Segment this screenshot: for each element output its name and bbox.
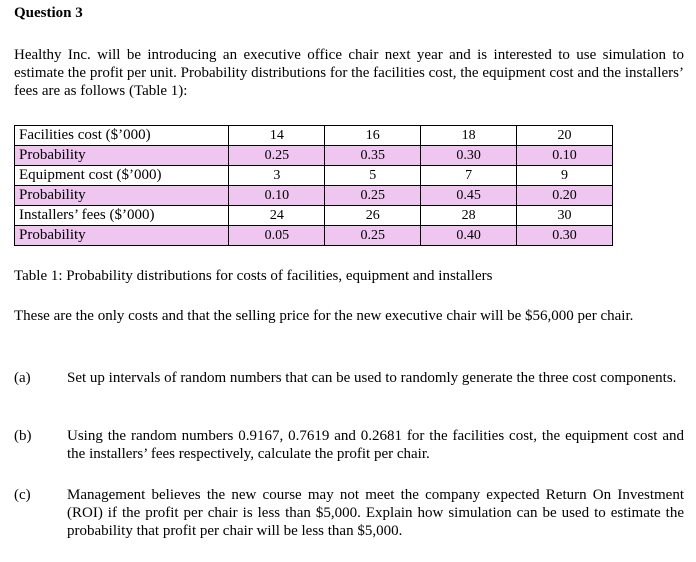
table-cell: 28	[421, 206, 517, 226]
table-cell: 0.25	[325, 186, 421, 206]
row-label: Facilities cost ($’000)	[15, 126, 229, 146]
table-cell: 0.45	[421, 186, 517, 206]
cost-row	[15, 206, 613, 226]
table-cell: 0.10	[517, 146, 613, 166]
table-cell: 9	[517, 166, 613, 186]
question-part-b	[14, 427, 684, 463]
question-part-c	[14, 486, 684, 540]
question-part-a	[14, 369, 684, 387]
cost-row	[15, 126, 613, 146]
table-cell: 0.25	[229, 146, 325, 166]
intro-paragraph: Healthy Inc. will be introducing an executive office chair next year and is interested to use simulation to estimate the profit per unit. Probability distributions for the facilities cost, the equipment cost and the installers’ fees are as follows (Table 1):	[14, 47, 684, 99]
probability-row	[15, 226, 613, 246]
table-caption: Table 1: Probability distributions for costs of facilities, equipment and installers	[14, 268, 493, 284]
part-c-letter: (c)	[14, 487, 31, 503]
table-cell: 0.10	[229, 186, 325, 206]
table-cell: 0.30	[421, 146, 517, 166]
table-cell: 0.05	[229, 226, 325, 246]
table-cell: 0.25	[325, 226, 421, 246]
table-cell: 5	[325, 166, 421, 186]
part-a-text: Set up intervals of random numbers that can be used to randomly generate the three cost components.	[67, 370, 677, 386]
table-cell: 26	[325, 206, 421, 226]
row-label: Probability	[15, 226, 229, 246]
table-cell: 16	[325, 126, 421, 146]
table-cell: 30	[517, 206, 613, 226]
table-cell: 3	[229, 166, 325, 186]
row-label: Probability	[15, 186, 229, 206]
row-label: Installers’ fees ($’000)	[15, 206, 229, 226]
question-heading: Question 3	[14, 5, 83, 21]
table-cell: 20	[517, 126, 613, 146]
part-a-letter: (a)	[14, 370, 31, 386]
table-cell: 0.20	[517, 186, 613, 206]
table-cell: 24	[229, 206, 325, 226]
part-b-text: Using the random numbers 0.9167, 0.7619 and 0.2681 for the facilities cost, the equipment cost and the installers’ fees respectively, calculate the profit per chair.	[67, 428, 684, 462]
table-cell: 7	[421, 166, 517, 186]
table-cell: 18	[421, 126, 517, 146]
part-b-letter: (b)	[14, 428, 32, 444]
table-cell: 0.35	[325, 146, 421, 166]
cost-row	[15, 166, 613, 186]
probability-row	[15, 146, 613, 166]
selling-price-note: These are the only costs and that the selling price for the new executive chair will be $56,000 per chair.	[14, 308, 634, 324]
probability-row	[15, 186, 613, 206]
probability-table	[14, 125, 613, 246]
table-cell: 0.40	[421, 226, 517, 246]
row-label: Probability	[15, 146, 229, 166]
table-cell: 0.30	[517, 226, 613, 246]
part-c-text: Management believes the new course may not meet the company expected Return On Investment (ROI) if the profit per chair is less than $5,000. Explain how simulation can be used to estimate the probability that profit per chair will be less than $5,000.	[67, 487, 684, 539]
table-cell: 14	[229, 126, 325, 146]
row-label: Equipment cost ($’000)	[15, 166, 229, 186]
